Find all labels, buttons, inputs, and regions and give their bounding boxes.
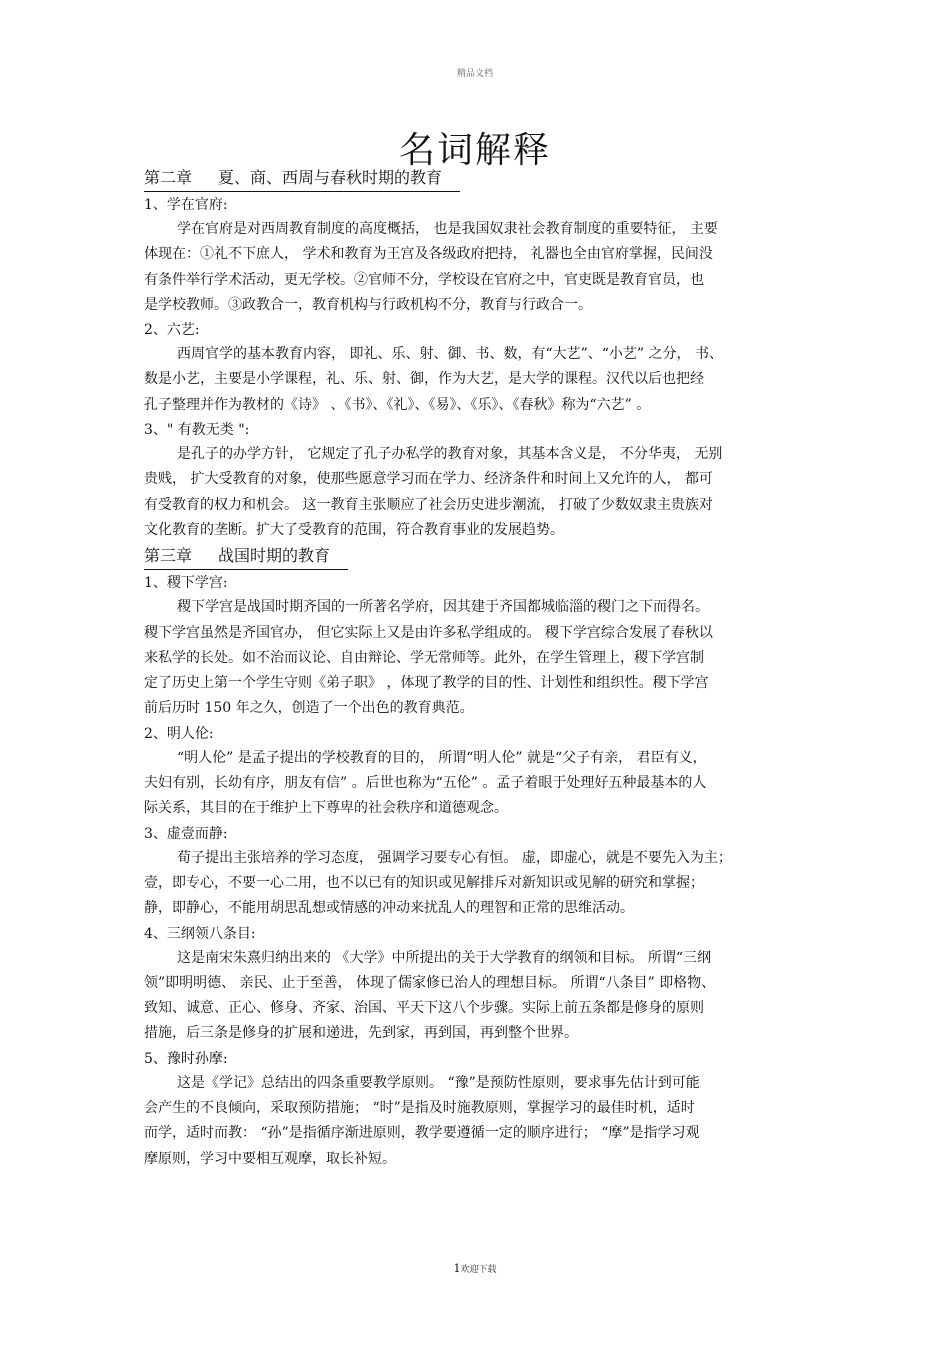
chapter-section xyxy=(144,543,810,1172)
paragraph-line: 孔子整理并作为教材的《诗》 、《书》、《礼》、《易》、《乐》、《春秋》称为“六艺” 。 xyxy=(144,396,651,413)
paragraph-line: 这是南宋朱熹归纳出来的 《大学》中所提出的关于大学教育的纲领和目标。 所谓“三纲 xyxy=(177,949,712,966)
paragraph-line: 荀子提出主张培养的学习态度， 强调学习要专心有恒。 虚，即虚心，就是不要先入为主； xyxy=(177,849,732,866)
term-entry xyxy=(144,722,810,822)
term-label: 3、" 有教无类 ": xyxy=(144,422,250,439)
page-number: 1 xyxy=(453,1262,461,1275)
term-label: 1、稷下学宫: xyxy=(144,575,228,592)
chapter-heading xyxy=(144,543,348,570)
term-entry xyxy=(144,318,810,418)
paragraph-line: 来私学的长处。如不治而议论、自由辩论、学无常师等。此外，在学生管理上，稷下学宫制 xyxy=(144,649,704,666)
paragraph-line: 措施，后三条是修身的扩展和递进，先到家，再到国，再到整个世界。 xyxy=(144,1025,578,1042)
document-body xyxy=(144,165,810,1172)
paragraph-line: 静，即静心，不能用胡思乱想或情感的冲动来扰乱人的理智和正常的思维活动。 xyxy=(144,900,634,917)
term-label: 5、豫时孙摩: xyxy=(144,1050,228,1067)
paragraph-line: 致知、诚意、正心、修身、齐家、治国、平天下这八个步骤。实际上前五条都是修身的原则 xyxy=(144,1000,704,1017)
paragraph-line: 而学，适时而教： “孙”是指循序渐进原则，教学要遵循一定的顺序进行； “摩”是指学习观 xyxy=(144,1125,700,1142)
page-header: 精品文档 xyxy=(456,69,493,79)
paragraph-line: 夫妇有别，长幼有序，朋友有信” 。后世也称为“五伦” 。孟子着眼于处理好五种最基本的人 xyxy=(144,775,707,792)
paragraph-line: “明人伦” 是孟子提出的学校教育的目的， 所谓“明人伦” 就是“父子有亲， 君臣有义， xyxy=(177,749,707,766)
chapter-section xyxy=(144,165,810,543)
paragraph-line: 前后历时 150 年之久，创造了一个出色的教育典范。 xyxy=(144,700,474,717)
paragraph-line: 壹，即专心，不要一心二用，也不以已有的知识或见解排斥对新知识或见解的研究和掌握； xyxy=(144,874,704,891)
paragraph-line: 贵贱， 扩大受教育的对象，使那些愿意学习而在学力、经济条件和时间上又允许的人， 都可 xyxy=(144,471,713,488)
term-entry xyxy=(144,1047,810,1172)
paragraph-line: 西周官学的基本教育内容， 即礼、乐、射、御、书、数，有“大艺”、“小艺” 之分， 书、 xyxy=(177,346,723,363)
paragraph-line: 学在官府是对西周教育制度的高度概括， 也是我国奴隶社会教育制度的重要特征， 主要 xyxy=(177,221,718,237)
chapter-name: 战国时期的教育 xyxy=(218,546,331,566)
paragraph-line: 摩原则，学习中要相互观摩，取长补短。 xyxy=(144,1150,396,1167)
paragraph-line: 领”即明明德、 亲民、止于至善， 体现了儒家修已治人的理想目标。 所谓“八条目” 即格物、 xyxy=(144,974,716,991)
chapter-number: 第二章 xyxy=(144,168,193,187)
paragraph-line: 有条件举行学术活动，更无学校。②官师不分，学校设在官府之中，官吏既是教育官员，也 xyxy=(144,271,704,288)
paragraph-line: 定了历史上第一个学生守则《弟子职》 ，体现了教学的目的性、计划性和组织性。稷下学宫 xyxy=(144,675,709,692)
paragraph-line: 文化教育的垄断。扩大了受教育的范围，符合教育事业的发展趋势。 xyxy=(144,521,564,538)
term-label: 2、六艺: xyxy=(144,322,200,339)
paragraph-line: 体现在：①礼不下庶人， 学术和教育为王宫及各级政府把持， 礼器也全由官府掌握，民间没 xyxy=(144,246,713,263)
paragraph-line: 数是小艺，主要是小学课程，礼、乐、射、御，作为大艺，是大学的课程。汉代以后也把经 xyxy=(144,371,704,388)
chapter-name: 夏、商、西周与春秋时期的教育 xyxy=(218,168,443,187)
term-label: 1、学在官府: xyxy=(144,197,228,213)
footer-text: 欢迎下载 xyxy=(460,1265,497,1275)
term-entry xyxy=(144,418,810,543)
paragraph-line: 有受教育的权力和机会。 这一教育主张顺应了社会历史进步潮流， 打破了少数奴隶主贵族对 xyxy=(144,496,713,513)
term-entry xyxy=(144,193,810,318)
term-entry xyxy=(144,822,810,922)
paragraph-line: 际关系，其目的在于维护上下尊卑的社会秩序和道德观念。 xyxy=(144,800,508,817)
paragraph-line: 是学校教师。③政教合一，教育机构与行政机构不分，教育与行政合一。 xyxy=(144,296,592,313)
paragraph-line: 这是《学记》总结出的四条重要教学原则。 “豫”是预防性原则，要求事先估计到可能 xyxy=(177,1074,700,1091)
term-entry xyxy=(144,571,810,721)
chapter-number: 第三章 xyxy=(144,546,193,566)
term-entry xyxy=(144,922,810,1047)
term-label: 2、明人伦: xyxy=(144,725,214,742)
page-footer xyxy=(0,1262,950,1275)
paragraph-line: 稷下学宫是战国时期齐国的一所著名学府，因其建于齐国都城临淄的稷门之下而得名。 xyxy=(177,599,709,616)
term-label: 3、虚壹而静: xyxy=(144,825,228,842)
chapter-heading xyxy=(144,165,460,192)
document-title: 名词解释 xyxy=(398,130,551,171)
paragraph-line: 会产生的不良倾向，采取预防措施； “时”是指及时施教原则，掌握学习的最佳时机，适时 xyxy=(144,1100,695,1117)
term-label: 4、三纲领八条目: xyxy=(144,925,256,942)
paragraph-line: 是孔子的办学方针， 它规定了孔子办私学的教育对象，其基本含义是， 不分华夷， 无别 xyxy=(177,446,723,463)
paragraph-line: 稷下学宫虽然是齐国官办， 但它实际上又是由许多私学组成的。 稷下学宫综合发展了春秋以 xyxy=(144,624,713,641)
